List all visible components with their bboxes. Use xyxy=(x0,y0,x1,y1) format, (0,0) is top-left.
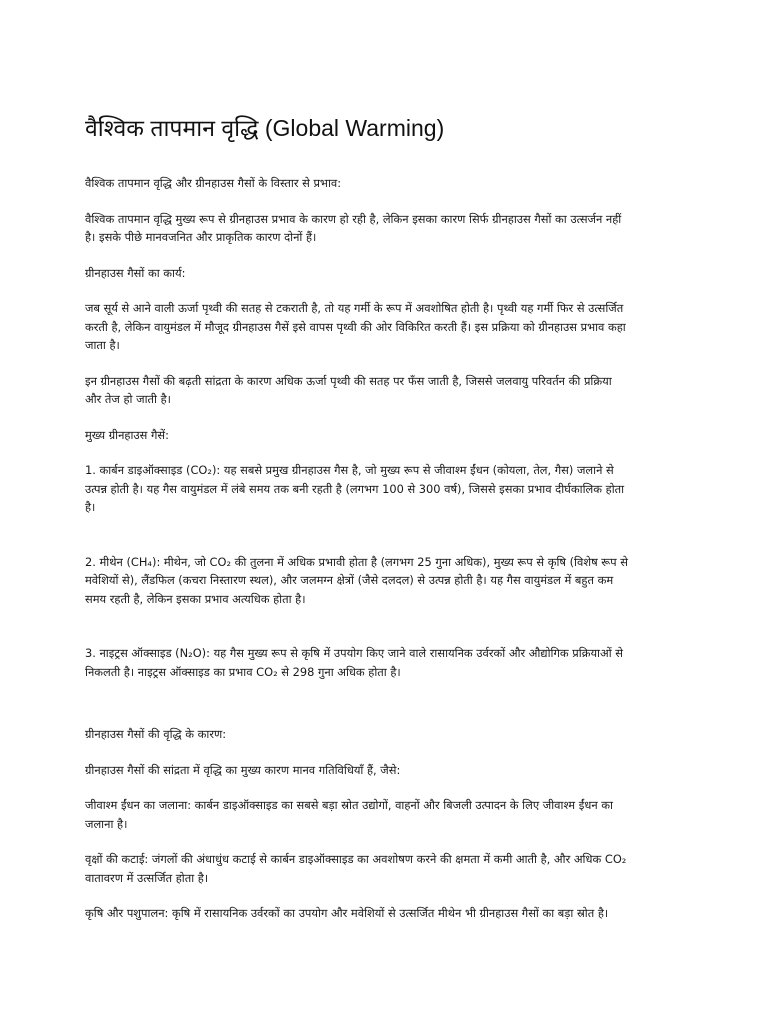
intro-heading: वैश्विक तापमान वृद्धि और ग्रीनहाउस गैसों के विस्तार से प्रभाव: xyxy=(85,176,342,190)
cause-deforestation: वृक्षों की कटाई: जंगलों की अंधाधुंध कटाई से कार्बन डाइऑक्साइड का अवशोषण करने की क्षमता में कमी आती है, और अधिक CO₂ वातावरण में उत्सर्जित होता है। xyxy=(85,852,627,885)
causes-heading: ग्रीनहाउस गैसों की वृद्धि के कारण: xyxy=(85,727,227,741)
gas-item-n2o: 3. नाइट्रस ऑक्साइड (N₂O): यह गैस मुख्य रूप से कृषि में उपयोग किए जाने वाले रासायनिक उर्वरकों और औद्योगिक प्रक्रियाओं से निकलती है। नाइट्रस ऑक्साइड का प्रभाव CO₂ से 298 गुना अधिक होता है। xyxy=(85,646,623,679)
cause-fossil-fuels: जीवाश्म ईंधन का जलाना: कार्बन डाइऑक्साइड का सबसे बड़ा स्रोत उद्योगों, वाहनों और बिजली उत्पादन के लिए जीवाश्म ईंधन का जलाना है। xyxy=(85,798,613,831)
causes-intro: ग्रीनहाउस गैसों की सांद्रता में वृद्धि का मुख्य कारण मानव गतिविधियाँ हैं, जैसे: xyxy=(85,762,401,777)
intro-paragraph: वैश्विक तापमान वृद्धि मुख्य रूप से ग्रीनहाउस प्रभाव के कारण हो रही है, लेकिन इसका कारण सिर्फ ग्रीनहाउस गैसों का उत्सर्जन नहीं है। इसके पीछे मानवजनित और प्राकृतिक कारण दोनों हैं। xyxy=(85,211,622,244)
greenhouse-function-paragraph: जब सूर्य से आने वाली ऊर्जा पृथ्वी की सतह से टकराती है, तो यह गर्मी के रूप में अवशोषित होती है। पृथ्वी यह गर्मी फिर से उत्सर्जित करती है, लेकिन वायुमंडल में मौजूद ग्रीनहाउस गैसें इसे वापस पृथ्वी की ओर विकिरित करती हैं। इस प्रक्रिया को ग्रीनहाउस प्रभाव कहा जाता है। xyxy=(85,301,626,352)
gas-item-ch4: 2. मीथेन (CH₄): मीथेन, जो CO₂ की तुलना में अधिक प्रभावी होता है (लगभग 25 गुना अधिक), मुख्य रूप से कृषि (विशेष रूप से मवेशियों से), लैंडफिल (कचरा निस्तारण स्थल), और जलमग्न क्षेत्रों (जैसे दलदल) से उत्पन्न होती है। यह गैस वायुमंडल में बहुत कम समय रहती है, लेकिन इसका प्रभाव अत्यधिक होता है। xyxy=(85,554,628,606)
concentration-paragraph: इन ग्रीनहाउस गैसों की बढ़ती सांद्रता के कारण अधिक ऊर्जा पृथ्वी की सतह पर फँस जाती है, जिससे जलवायु परिवर्तन की प्रक्रिया और तेज हो जाती है। xyxy=(85,373,612,406)
main-gases-heading: मुख्य ग्रीनहाउस गैसें: xyxy=(85,427,169,442)
document-title: वैश्विक तापमान वृद्धि (Global Warming) xyxy=(85,115,445,141)
greenhouse-function-heading: ग्रीनहाउस गैसों का कार्य: xyxy=(85,265,186,280)
cause-agriculture: कृषि और पशुपालन: कृषि में रासायनिक उर्वरकों का उपयोग और मवेशियों से उत्सर्जित मीथेन भी ग्रीनहाउस गैसों का बड़ा स्रोत है। xyxy=(85,906,609,920)
gas-item-co2: 1. कार्बन डाइऑक्साइड (CO₂): यह सबसे प्रमुख ग्रीनहाउस गैस है, जो मुख्य रूप से जीवाश्म ईंधन (कोयला, तेल, गैस) जलाने से उत्पन्न होती है। यह गैस वायुमंडल में लंबे समय तक बनी रहती है (लगभग 100 से 300 वर्ष), जिससे इसका प्रभाव दीर्घकालिक होता है। xyxy=(85,463,625,514)
